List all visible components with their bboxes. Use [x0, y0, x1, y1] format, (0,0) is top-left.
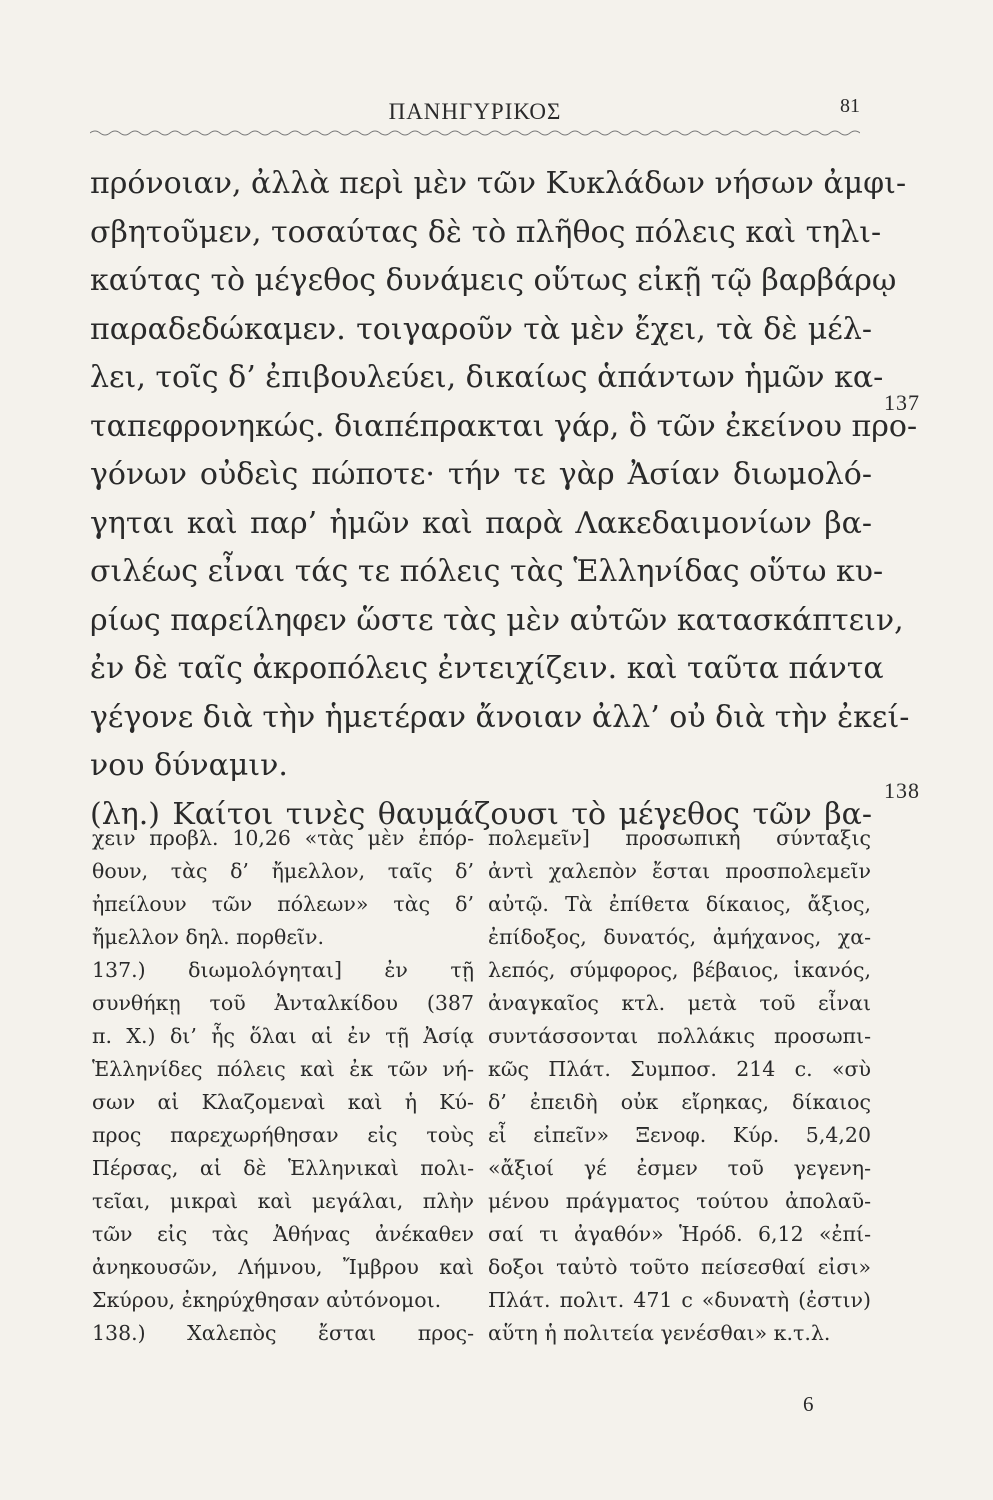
note-line: τῶν εἰς τὰς Ἀθήνας ἀνέκαθεν — [92, 1222, 474, 1246]
note-line: 138.) Χαλεπὸς ἔσται προς- — [92, 1321, 474, 1345]
text-line: γηται καὶ παρ’ ἡμῶν καὶ παρὰ Λακεδαιμονίων βα- — [90, 505, 872, 541]
note-line: συνθήκῃ τοῦ Ἀνταλκίδου (387 — [92, 991, 474, 1015]
text-line: ταπεφρονηκώς. διαπέπρακται γάρ, ὃ τῶν ἐκείνου προ- — [90, 408, 918, 444]
note-line: 137.) διωμολόγηται] ἐν τῇ — [92, 958, 474, 982]
running-header — [90, 95, 860, 129]
text-line: πρόνοιαν, ἀλλὰ περὶ μὲν τῶν Κυκλάδων νήσων ἀμφι- — [90, 166, 907, 201]
note-line: μένου πράγματος τούτου ἀπολαῦ- — [488, 1189, 871, 1213]
text-line: νου δύναμιν. — [90, 748, 288, 783]
note-line: αὐτῷ. Τὰ ἐπίθετα δίκαιος, ἄξιος, — [488, 892, 871, 916]
note-line: σαί τι ἀγαθόν» Ἡρόδ. 6,12 «ἐπί- — [488, 1222, 871, 1246]
footnotes-left-column — [92, 822, 474, 1350]
note-line: Σκύρου, ἐκηρύχθησαν αὐτόνομοι. — [92, 1288, 442, 1312]
note-line: δ’ ἐπειδὴ οὐκ εἴρηκας, δίκαιος — [488, 1090, 871, 1114]
footnotes-right-column — [488, 822, 871, 1350]
header-wavy-rule — [90, 128, 860, 138]
note-line: συντάσσονται πολλάκις προσωπι- — [488, 1024, 871, 1048]
text-line: σιλέως εἶναι τάς τε πόλεις τὰς Ἑλληνίδας οὕτω κυ- — [90, 554, 884, 589]
text-line: σβητοῦμεν, τοσαύτας δὲ τὸ πλῆθος πόλεις καὶ τηλι- — [90, 214, 882, 250]
note-line: κῶς Πλάτ. Συμποσ. 214 c. «σὺ — [488, 1057, 871, 1081]
note-line: ἀναγκαῖος κτλ. μετὰ τοῦ εἶναι — [488, 991, 871, 1015]
text-line: γόνων οὐδεὶς πώποτε· τήν τε γὰρ Ἀσίαν διωμολό- — [90, 457, 872, 492]
running-title: ΠΑΝΗΓΥΡΙΚΟΣ — [388, 99, 562, 124]
note-line: π. Χ.) δι’ ἧς ὅλαι αἱ ἐν τῇ Ἀσίᾳ — [92, 1024, 474, 1048]
text-line: γέγονε διὰ τὴν ἡμετέραν ἄνοιαν ἀλλ’ οὐ διὰ τὴν ἐκεί- — [90, 699, 910, 735]
note-line: «ἄξιοί γέ ἐσμεν τοῦ γεγενη- — [488, 1156, 871, 1180]
text-line: λει, τοῖς δ’ ἐπιβουλεύει, δικαίως ἁπάντων ἡμῶν κα- — [90, 360, 884, 395]
note-line: θουν, τὰς δ’ ἤμελλον, ταῖς δ’ — [92, 859, 474, 883]
note-line: ἐπίδοξος, δυνατός, ἀμήχανος, χα- — [488, 925, 871, 949]
note-line: τεῖαι, μικραὶ καὶ μεγάλαι, πλὴν — [92, 1189, 474, 1213]
signature-mark: 6 — [803, 1392, 814, 1416]
note-line: Ἑλληνίδες πόλεις καὶ ἐκ τῶν νή- — [92, 1057, 474, 1081]
note-line: Πέρσας, αἱ δὲ Ἑλληνικαὶ πολι- — [92, 1156, 474, 1180]
page-number: 81 — [840, 95, 860, 117]
note-line: πολεμεῖν] προσωπικὴ σύνταξις — [488, 826, 871, 850]
note-line: ἀντὶ χαλεπὸν ἔσται προσπολεμεῖν — [488, 859, 871, 883]
text-line: παραδεδώκαμεν. τοιγαροῦν τὰ μὲν ἔχει, τὰ δὲ μέλ- — [90, 311, 872, 347]
note-line: εἶ εἰπεῖν» Ξενοφ. Κύρ. 5,4,20 — [488, 1123, 871, 1147]
text-line: (λη.) Καίτοι τινὲς θαυμάζουσι τὸ μέγεθος τῶν βα- — [90, 796, 872, 832]
note-line: ἠπείλουν τῶν πόλεων» τὰς δ’ — [92, 892, 474, 916]
note-line: λεπός, σύμφορος, βέβαιος, ἱκανός, — [488, 958, 871, 982]
note-line: αὕτη ἡ πολιτεία γενέσθαι» κ.τ.λ. — [488, 1321, 831, 1345]
note-line: ἤμελλον δηλ. πορθεῖν. — [92, 925, 325, 949]
text-line: καύτας τὸ μέγεθος δυνάμεις οὕτως εἰκῇ τῷ βαρβάρῳ — [90, 263, 897, 298]
margin-section-number: 137 — [884, 390, 920, 415]
note-line: Πλάτ. πολιτ. 471 c «δυνατὴ (ἐστιν) — [488, 1288, 871, 1312]
note-line: δοξοι ταὐτὸ τοῦτο πείσεσθαί εἰσι» — [488, 1255, 871, 1279]
note-line: προς παρεχωρήθησαν εἰς τοὺς — [92, 1123, 474, 1147]
note-line: σων αἱ Κλαζομεναὶ καὶ ἡ Κύ- — [92, 1090, 474, 1114]
text-line: ἐν δὲ ταῖς ἀκροπόλεις ἐντειχίζειν. καὶ ταῦτα πάντα — [90, 651, 884, 686]
margin-section-number: 138 — [884, 778, 920, 803]
note-line: ἀνηκουσῶν, Λήμνου, Ἴμβρου καὶ — [92, 1255, 474, 1279]
note-line: χειν προβλ. 10,26 «τὰς μὲν ἐπόρ- — [92, 826, 474, 850]
text-line: ρίως παρείληφεν ὥστε τὰς μὲν αὐτῶν κατασκάπτειν, — [90, 602, 904, 638]
